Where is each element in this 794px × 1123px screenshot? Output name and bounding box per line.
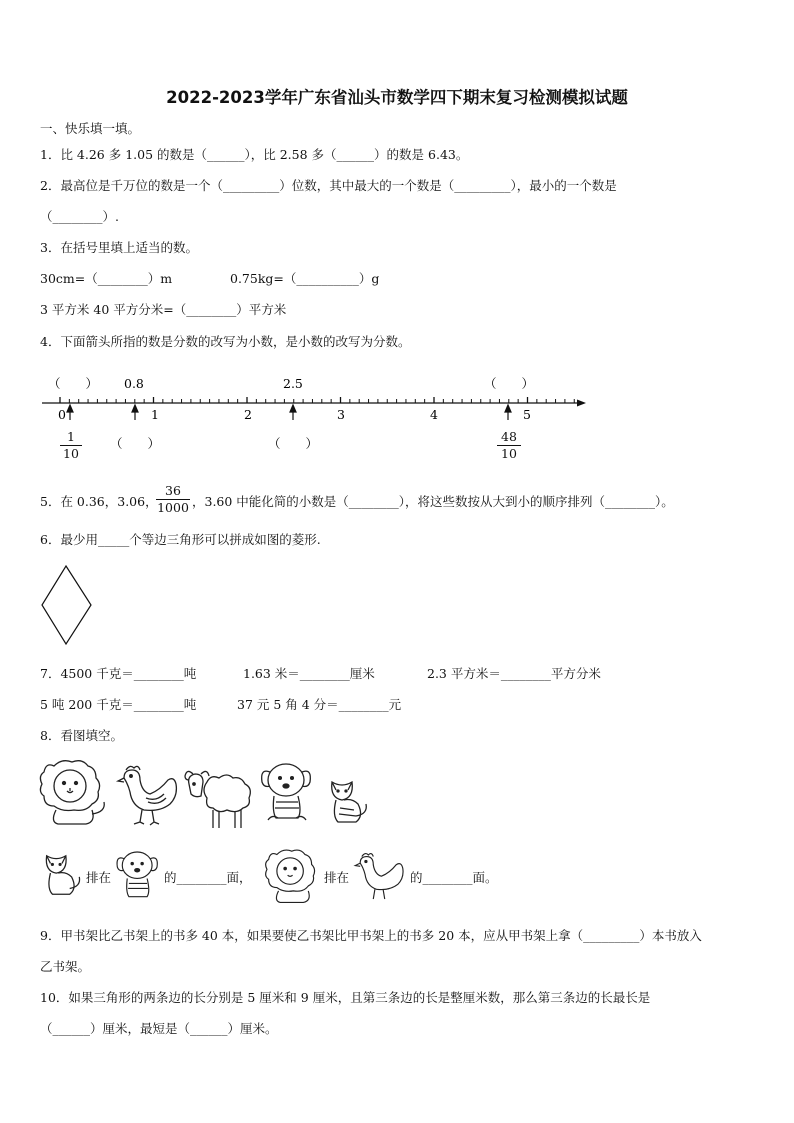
cat-icon — [326, 776, 370, 828]
tick-label-0: 0 — [58, 407, 66, 422]
top-label-1: （ ） — [48, 376, 99, 391]
puppy-icon-small — [114, 846, 162, 906]
top-label-3: 2.5 — [283, 376, 303, 391]
question-7-c: 2.3 平方米＝________平方分米 — [427, 666, 601, 681]
question-7-e: 37 元 5 角 4 分＝________元 — [237, 697, 402, 712]
question-7-b: 1.63 米＝________厘米 — [243, 666, 375, 681]
puppy-icon — [258, 758, 316, 828]
question-8-intro: 8．看图填空。 — [40, 728, 123, 743]
hen-icon — [112, 762, 182, 828]
question-4-intro: 4．下面箭头所指的数是分数的改写为小数，是小数的改写为分数。 — [40, 334, 411, 349]
question-6: 6．最少用_____个等边三角形可以拼成如图的菱形. — [40, 532, 321, 547]
sheep-icon — [183, 766, 255, 832]
q8-de-mian-1: 的________面， — [164, 870, 252, 885]
question-3-b: 0.75kg=（__________）g — [230, 271, 380, 286]
fraction-36-thousandths: 36 1000 — [157, 483, 189, 515]
q8-de-mian-2: 的________面。 — [410, 870, 498, 885]
question-2-line2: （________）. — [40, 209, 119, 224]
tick-label-4: 4 — [430, 407, 438, 422]
tick-label-5: 5 — [523, 407, 531, 422]
question-5-post: ，3.60 中能化简的小数是（________），将这些数按从大到小的顺序排列（________）。 — [192, 494, 674, 509]
fraction-one-tenth: 1 10 — [60, 430, 82, 461]
number-line-ticks — [60, 397, 574, 403]
top-label-4: （ ） — [484, 376, 535, 391]
number-line-arrowhead — [577, 400, 586, 407]
lion-icon-small — [262, 846, 324, 906]
question-9-line1: 9．甲书架比乙书架上的书多 40 本，如果要使乙书架比甲书架上的书多 20 本，应从甲书架上拿（_________）本书放入 — [40, 928, 702, 943]
hen-icon-small — [350, 850, 408, 904]
tick-label-1: 1 — [151, 407, 159, 422]
pointer-arrows — [67, 405, 511, 420]
bottom-blank-2: （ ） — [268, 436, 319, 451]
tick-label-3: 3 — [337, 407, 345, 422]
lion-icon — [36, 756, 111, 828]
question-7-d: 5 吨 200 千克＝________吨 — [40, 697, 197, 712]
question-3-intro: 3．在括号里填上适当的数。 — [40, 240, 198, 255]
question-3-c: 3 平方米 40 平方分米=（________）平方米 — [40, 302, 287, 317]
question-5-pre: 5．在 0.36，3.06， — [40, 494, 158, 509]
cat-icon-small — [40, 850, 84, 900]
question-9-line2: 乙书架。 — [40, 959, 91, 974]
question-1: 1．比 4.26 多 1.05 的数是（______），比 2.58 多（______）的数是 6.43。 — [40, 147, 469, 162]
question-10-line2: （______）厘米，最短是（______）厘米。 — [40, 1021, 278, 1036]
tick-label-2: 2 — [244, 407, 252, 422]
question-3-a: 30cm=（________）m — [40, 271, 173, 286]
top-label-2: 0.8 — [124, 376, 144, 391]
q8-pai-zai-2: 排在 — [324, 870, 350, 885]
rhombus-figure — [40, 564, 94, 646]
fraction-48-tenths: 48 10 — [497, 430, 521, 461]
page-title: 2022-2023学年广东省汕头市数学四下期末复习检测模拟试题 — [166, 88, 628, 107]
question-10-line1: 10．如果三角形的两条边的长分别是 5 厘米和 9 厘米，且第三条边的长是整厘米数，那么第三条边的长最长是 — [40, 990, 651, 1005]
bottom-blank-1: （ ） — [110, 436, 161, 451]
question-2-line1: 2．最高位是千万位的数是一个（_________）位数，其中最大的一个数是（_________），最小的一个数是 — [40, 178, 617, 193]
q8-pai-zai-1: 排在 — [86, 870, 112, 885]
section-heading: 一、快乐填一填。 — [40, 121, 141, 136]
question-7-a: 7．4500 千克＝________吨 — [40, 666, 197, 681]
